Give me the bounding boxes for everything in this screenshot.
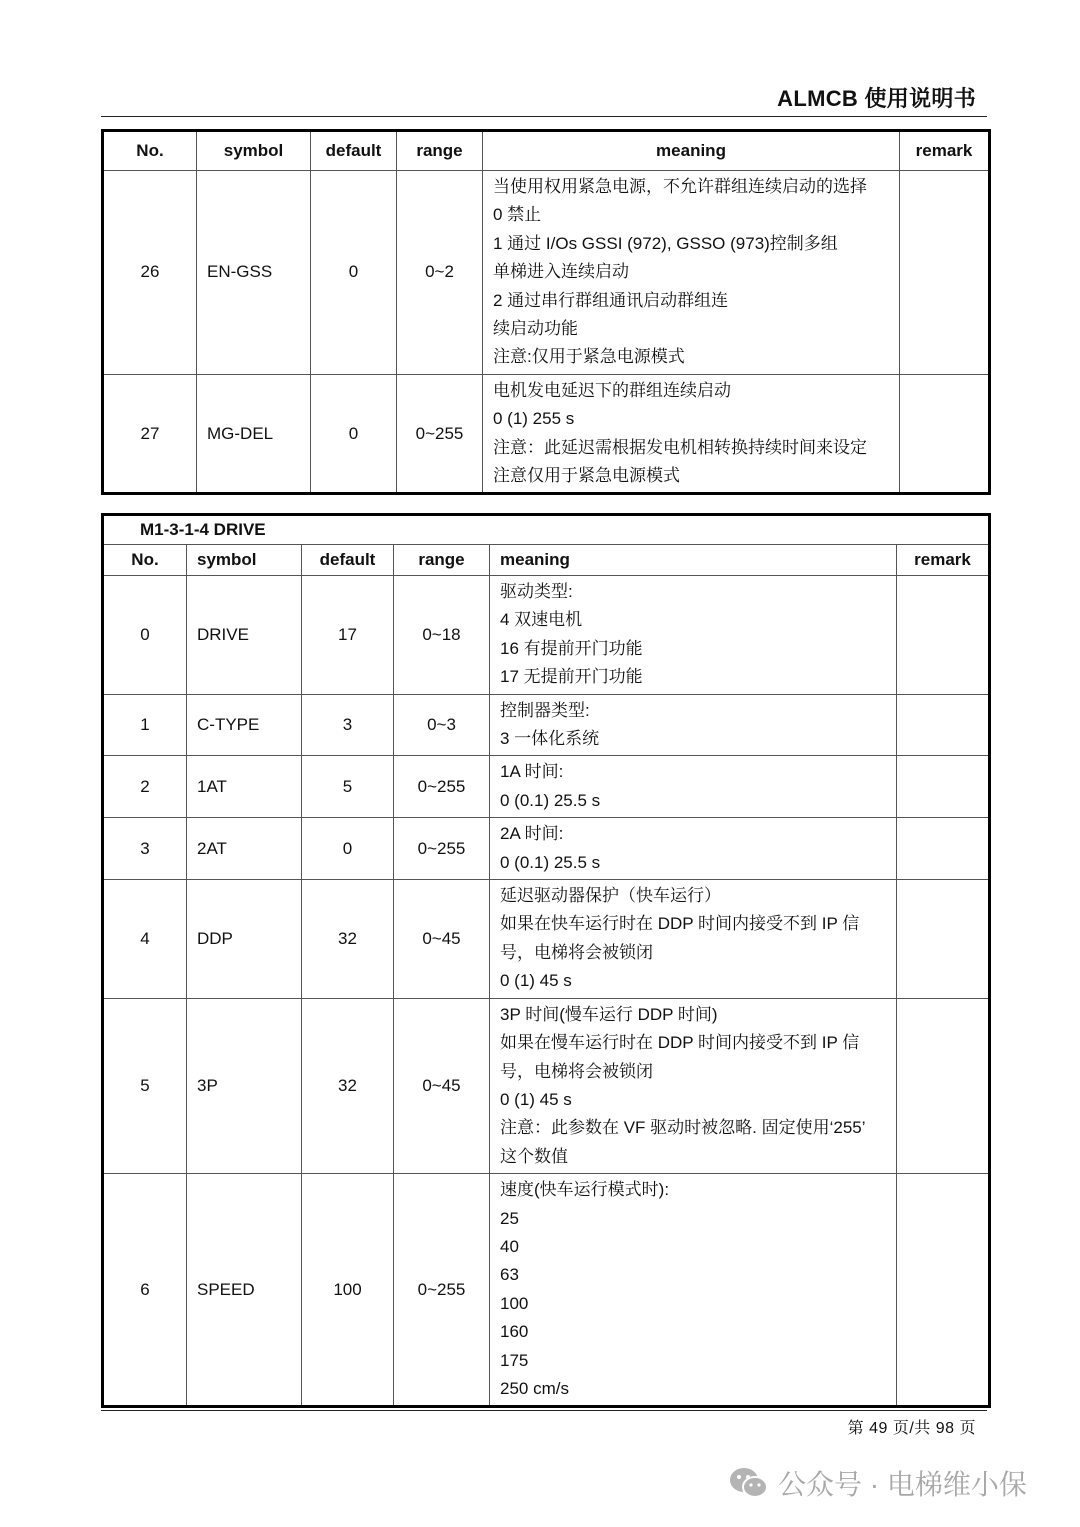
cell-no: 5: [103, 998, 187, 1173]
table-header-row: [103, 131, 990, 171]
cell-no: 4: [103, 880, 187, 999]
cell-remark: [897, 1174, 990, 1407]
meaning-line: 速度(快车运行模式时):: [500, 1180, 670, 1200]
cell-symbol: DDP: [187, 880, 302, 999]
meaning-line: 250 cm/s: [500, 1378, 569, 1398]
meaning-line: 0 (0.1) 25.5 s: [500, 852, 601, 872]
cell-default: 3: [302, 694, 394, 756]
cell-meaning: [490, 694, 897, 756]
cell-range: 0~45: [394, 998, 490, 1173]
meaning-line: 续启动功能: [493, 319, 578, 339]
meaning-line: 当使用权用紧急电源，不允许群组连续启动的选择: [493, 177, 867, 196]
cell-remark: [900, 171, 990, 375]
table-row: [103, 171, 990, 375]
meaning-line: 注意:仅用于紧急电源模式: [493, 347, 685, 367]
meaning-line: 4 双速电机: [500, 610, 583, 630]
meaning-line: 1 通过 I/Os GSSI (972), GSSO (973)控制多组: [493, 233, 838, 253]
cell-default: 32: [302, 998, 394, 1173]
meaning-line: 0 (1) 45 s: [500, 971, 572, 991]
cell-meaning: [490, 756, 897, 818]
meaning-line: 2 通过串行群组通讯启动群组连: [493, 290, 729, 310]
meaning-line: 如果在快车运行时在 DDP 时间内接受不到 IP 信: [500, 914, 860, 934]
cell-default: 0: [311, 171, 397, 375]
table-row: [103, 576, 990, 695]
cell-no: 3: [103, 818, 187, 880]
cell-remark: [897, 576, 990, 695]
meaning-line: 0 (1) 45 s: [500, 1089, 572, 1109]
header-symbol: symbol: [187, 545, 302, 576]
page-number: 第 49 页/共 98 页: [847, 1420, 976, 1437]
table-row: [103, 374, 990, 494]
cell-meaning: [490, 880, 897, 999]
cell-default: 100: [302, 1174, 394, 1407]
table-row: [103, 756, 990, 818]
meaning-line: 2A 时间:: [500, 824, 564, 844]
cell-no: 1: [103, 694, 187, 756]
cell-range: 0~45: [394, 880, 490, 999]
meaning-line: 3 一体化系统: [500, 729, 600, 749]
cell-remark: [897, 998, 990, 1173]
meaning-line: 175: [500, 1350, 529, 1370]
meaning-line: 电机发电延迟下的群组连续启动: [493, 380, 731, 400]
cell-no: 26: [103, 171, 197, 375]
header-symbol: symbol: [197, 131, 311, 171]
meaning-line: 0 (1) 255 s: [493, 409, 575, 429]
meaning-line: 号，电梯将会被锁闭: [500, 942, 653, 962]
watermark-text: 公众号 · 电梯维小保: [778, 1469, 1027, 1500]
section-title: M1-3-1-4 DRIVE: [103, 515, 990, 545]
cell-range: 0~255: [394, 818, 490, 880]
header-range: range: [394, 545, 490, 576]
document-title: ALMCB 使用说明书: [777, 86, 976, 111]
cell-range: 0~3: [394, 694, 490, 756]
cell-default: 0: [311, 374, 397, 494]
cell-no: 27: [103, 374, 197, 494]
header-no: No.: [103, 545, 187, 576]
cell-symbol: 2AT: [187, 818, 302, 880]
cell-remark: [897, 694, 990, 756]
cell-symbol: C-TYPE: [187, 694, 302, 756]
parameter-table-drive: [101, 513, 991, 1408]
header-rule: [101, 116, 987, 117]
cell-meaning: [490, 1174, 897, 1407]
meaning-line: 注意仅用于紧急电源模式: [493, 466, 680, 486]
cell-symbol: DRIVE: [187, 576, 302, 695]
cell-remark: [900, 374, 990, 494]
meaning-line: 0 禁止: [493, 205, 542, 225]
cell-default: 5: [302, 756, 394, 818]
meaning-line: 这个数值: [500, 1146, 568, 1166]
meaning-line: 160: [500, 1322, 529, 1342]
table-row: [103, 880, 990, 999]
table-row: [103, 694, 990, 756]
cell-symbol: 3P: [187, 998, 302, 1173]
meaning-line: 如果在慢车运行时在 DDP 时间内接受不到 IP 信: [500, 1033, 860, 1053]
cell-meaning: [490, 576, 897, 695]
header-default: default: [302, 545, 394, 576]
header-meaning: meaning: [490, 545, 897, 576]
cell-meaning: [483, 374, 900, 494]
cell-symbol: SPEED: [187, 1174, 302, 1407]
meaning-line: 控制器类型:: [500, 700, 590, 720]
cell-remark: [897, 756, 990, 818]
cell-no: 2: [103, 756, 187, 818]
meaning-line: 注意：此延迟需根据发电机相转换持续时间来设定: [493, 437, 867, 457]
cell-range: 0~255: [394, 1174, 490, 1407]
cell-no: 0: [103, 576, 187, 695]
wechat-icon: [728, 1465, 770, 1501]
cell-range: 0~255: [394, 756, 490, 818]
meaning-line: 25: [500, 1208, 519, 1228]
table-header-row: [103, 545, 990, 576]
meaning-line: 16 有提前开门功能: [500, 638, 643, 658]
header-no: No.: [103, 131, 197, 171]
cell-default: 17: [302, 576, 394, 695]
footer-rule: [101, 1410, 987, 1411]
meaning-line: 40: [500, 1236, 519, 1256]
meaning-line: 17 无提前开门功能: [500, 667, 643, 687]
meaning-line: 100: [500, 1293, 529, 1313]
meaning-line: 3P 时间(慢车运行 DDP 时间): [500, 1004, 718, 1024]
meaning-line: 0 (0.1) 25.5 s: [500, 790, 601, 810]
header-remark: remark: [897, 545, 990, 576]
header-meaning: meaning: [483, 131, 900, 171]
table-row: [103, 998, 990, 1173]
table-row: [103, 818, 990, 880]
cell-range: 0~18: [394, 576, 490, 695]
cell-meaning: [483, 171, 900, 375]
watermark: [728, 1462, 1027, 1504]
cell-symbol: EN-GSS: [197, 171, 311, 375]
meaning-line: 63: [500, 1265, 519, 1285]
meaning-line: 1A 时间:: [500, 762, 564, 782]
cell-range: 0~2: [397, 171, 483, 375]
table-row: [103, 1174, 990, 1407]
meaning-line: 驱动类型:: [500, 582, 573, 601]
cell-symbol: MG-DEL: [197, 374, 311, 494]
cell-default: 32: [302, 880, 394, 999]
cell-meaning: [490, 818, 897, 880]
meaning-line: 延迟驱动器保护（快车运行）: [500, 886, 721, 906]
header-range: range: [397, 131, 483, 171]
header-default: default: [311, 131, 397, 171]
meaning-line: 单梯进入连续启动: [493, 262, 629, 282]
cell-meaning: [490, 998, 897, 1173]
header-remark: remark: [900, 131, 990, 171]
meaning-line: 号，电梯将会被锁闭: [500, 1061, 653, 1081]
parameter-table-1: [101, 129, 991, 495]
cell-remark: [897, 880, 990, 999]
cell-no: 6: [103, 1174, 187, 1407]
section-title-row: [103, 515, 990, 545]
meaning-line: 注意：此参数在 VF 驱动时被忽略. 固定使用‘255’: [500, 1118, 866, 1138]
cell-default: 0: [302, 818, 394, 880]
cell-range: 0~255: [397, 374, 483, 494]
cell-symbol: 1AT: [187, 756, 302, 818]
cell-remark: [897, 818, 990, 880]
